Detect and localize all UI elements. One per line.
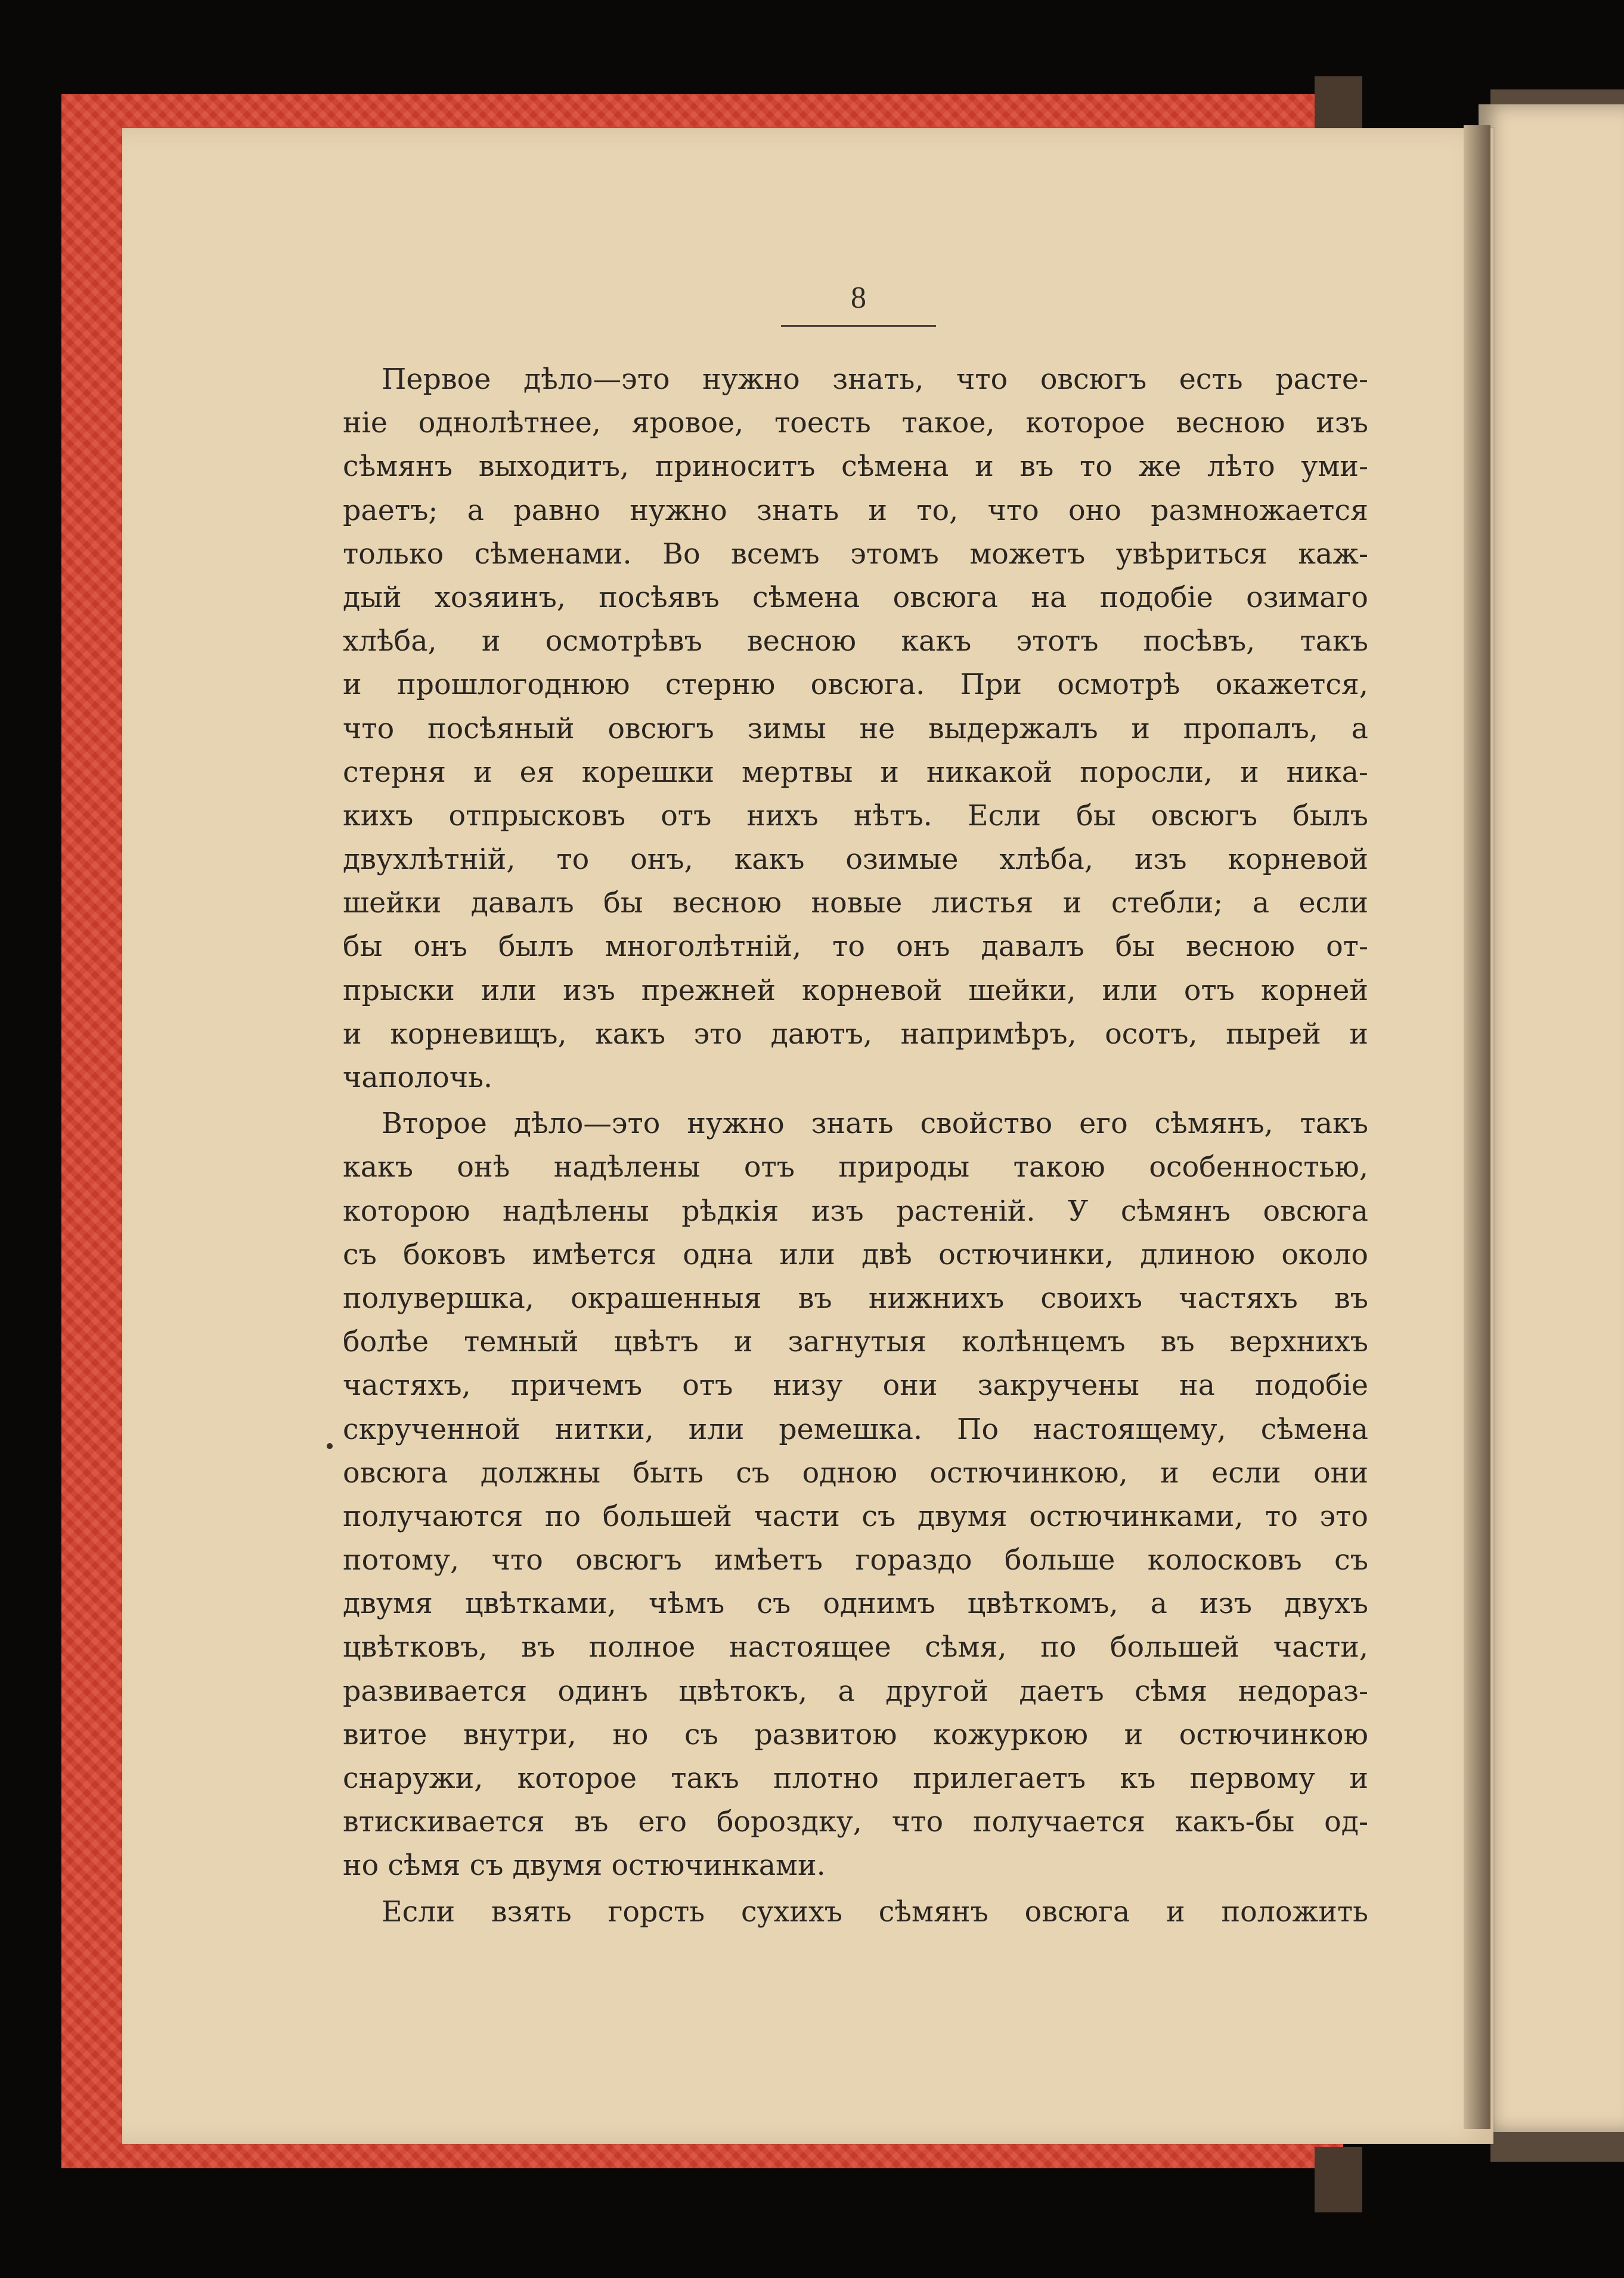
text-line: дый хозяинъ, посѣявъ сѣмена овсюга на подобіе озимаго bbox=[343, 581, 1368, 614]
text-line: полувершка, окрашенныя въ нижнихъ своихъ частяхъ въ bbox=[343, 1282, 1368, 1315]
text-line: и прошлогоднюю стерню овсюга. При осмотрѣ окажется, bbox=[343, 668, 1368, 702]
text-line: съ боковъ имѣется одна или двѣ остючинки, длиною около bbox=[343, 1238, 1368, 1271]
text-line: витое внутри, но съ развитою кожуркою и остючинкою bbox=[343, 1718, 1368, 1751]
text-line: скрученной нитки, или ремешка. По настоящему, сѣмена bbox=[343, 1413, 1368, 1446]
text-line: втискивается въ его бороздку, что получается какъ-бы од- bbox=[343, 1806, 1368, 1839]
text-line: частяхъ, причемъ отъ низу они закручены на подобіе bbox=[343, 1369, 1368, 1403]
text-line: Первое дѣло—это нужно знать, что овсюгъ есть расте- bbox=[382, 363, 1368, 396]
paragraph bbox=[343, 358, 1368, 1100]
text-line: шейки давалъ бы весною новые листья и стебли; а если bbox=[343, 887, 1368, 920]
text-line: только сѣменами. Во всемъ этомъ можетъ увѣриться каж- bbox=[343, 537, 1368, 571]
page-gutter bbox=[1464, 125, 1490, 2129]
text-line: раетъ; а равно нужно знать и то, что оно размножается bbox=[343, 494, 1368, 527]
text-line: бы онъ былъ многолѣтній, то онъ давалъ бы весною от- bbox=[343, 930, 1368, 964]
text-line: сѣмянъ выходитъ, приноситъ сѣмена и въ то же лѣто уми- bbox=[343, 450, 1368, 484]
page-number: 8 bbox=[851, 281, 866, 315]
text-line: двумя цвѣтками, чѣмъ съ однимъ цвѣткомъ, а изъ двухъ bbox=[343, 1587, 1368, 1621]
text-line: Если взять горсть сухихъ сѣмянъ овсюга и положить bbox=[382, 1895, 1368, 1929]
text-line: кихъ отпрысковъ отъ нихъ нѣтъ. Если бы овсюгъ былъ bbox=[343, 799, 1368, 832]
text-line: двухлѣтній, то онъ, какъ озимые хлѣба, изъ корневой bbox=[343, 843, 1368, 877]
text-line: ніе однолѣтнее, яровое, тоесть такое, которое весною изъ bbox=[343, 407, 1368, 440]
text-line: овсюга должны быть съ одною остючинкою, и если они bbox=[343, 1456, 1368, 1490]
text-line: чаполочь. bbox=[343, 1061, 493, 1094]
text-line: которою надѣлены рѣдкія изъ растеній. У сѣмянъ овсюга bbox=[343, 1194, 1368, 1228]
text-line: развивается одинъ цвѣтокъ, а другой даетъ сѣмя недораз- bbox=[343, 1675, 1368, 1708]
text-line: стерня и ея корешки мертвы и никакой поросли, и ника- bbox=[343, 756, 1368, 789]
text-line: цвѣтковъ, въ полное настоящее сѣмя, по большей части, bbox=[343, 1631, 1368, 1664]
text-line: потому, что овсюгъ имѣетъ гораздо больше колосковъ съ bbox=[343, 1544, 1368, 1577]
text-line: болѣе темный цвѣтъ и загнутыя колѣнцемъ въ верхнихъ bbox=[343, 1326, 1368, 1359]
text-line: но сѣмя съ двумя остючинками. bbox=[343, 1849, 826, 1883]
body-text bbox=[343, 358, 1368, 1934]
text-line: какъ онѣ надѣлены отъ природы такою особенностью, bbox=[343, 1151, 1368, 1184]
book-spine-bottom bbox=[1315, 2147, 1362, 2212]
paragraph bbox=[343, 1890, 1368, 1934]
text-line: что посѣяный овсюгъ зимы не выдержалъ и пропалъ, а bbox=[343, 712, 1368, 745]
text-line: снаружи, которое такъ плотно прилегаетъ къ первому и bbox=[343, 1762, 1368, 1795]
adjacent-page-edge bbox=[1479, 104, 1624, 2132]
page-number-rule bbox=[781, 325, 936, 327]
text-line: и корневищъ, какъ это даютъ, напримѣръ, осотъ, пырей и bbox=[343, 1017, 1368, 1051]
text-line: хлѣба, и осмотрѣвъ весною какъ этотъ посѣвъ, такъ bbox=[343, 625, 1368, 658]
text-line: прыски или изъ прежней корневой шейки, или отъ корней bbox=[343, 974, 1368, 1007]
paragraph bbox=[343, 1102, 1368, 1887]
text-line: получаются по большей части съ двумя остючинками, то это bbox=[343, 1500, 1368, 1533]
ink-spot bbox=[327, 1443, 333, 1449]
text-line: Второе дѣло—это нужно знать свойство его сѣмянъ, такъ bbox=[382, 1107, 1368, 1141]
